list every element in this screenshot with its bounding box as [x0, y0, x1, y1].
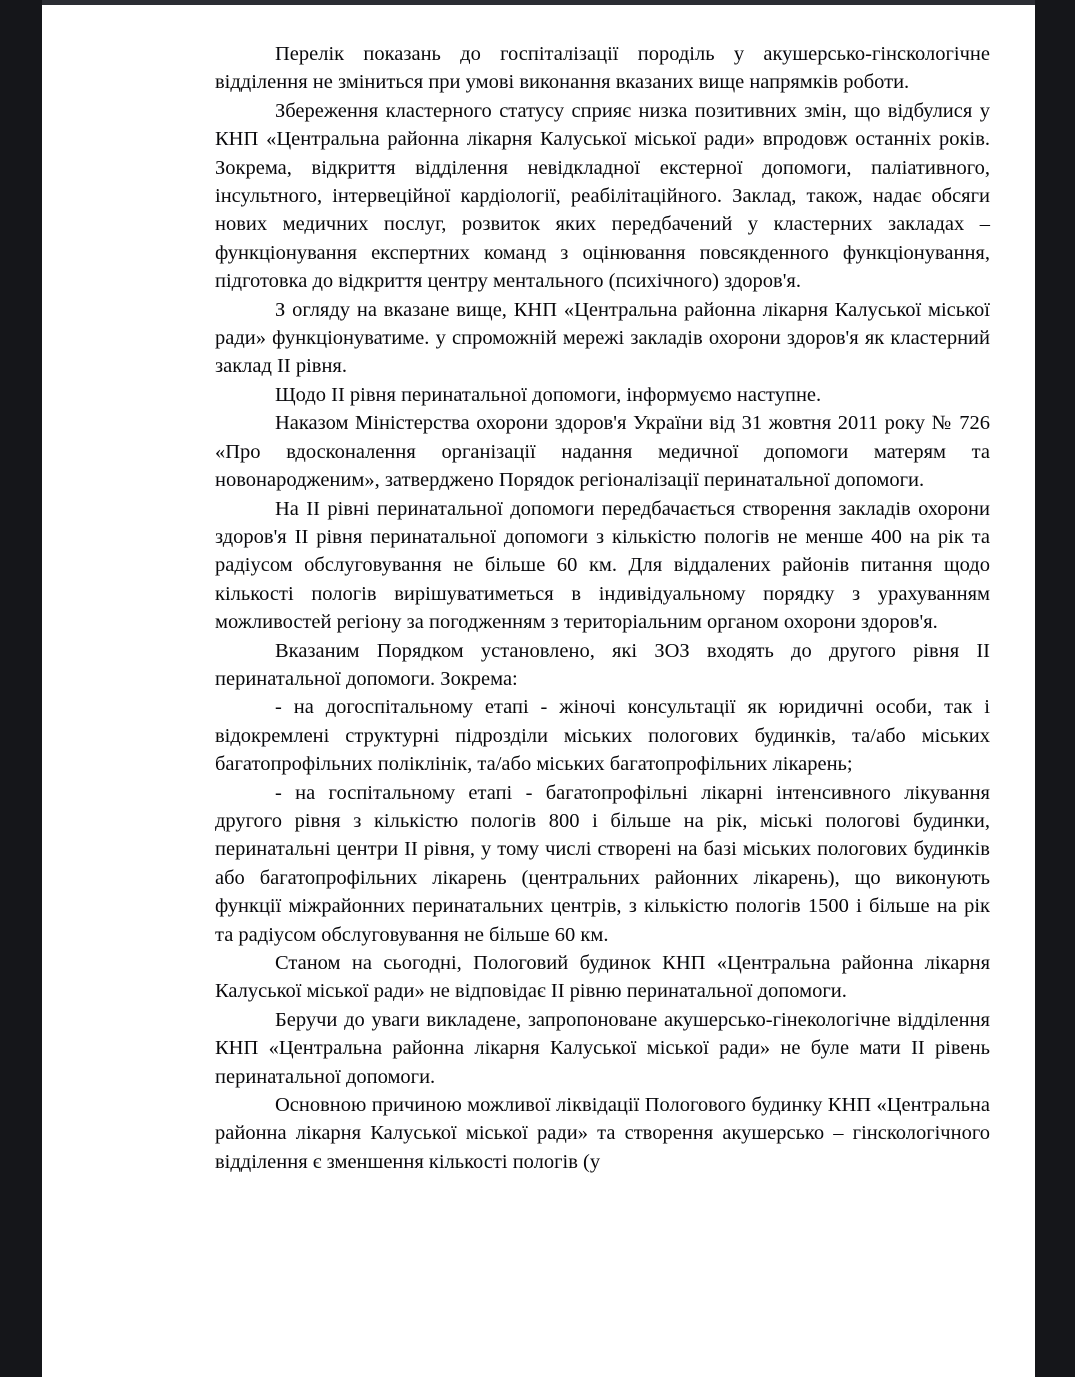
paragraph: Наказом Міністерства охорони здоров'я України від 31 жовтня 2011 року № 726 «Про вдосконалення організації надання медичної допомоги матерям та новонародженим», затверджено Порядок регіоналізації перинатальної допомоги.	[215, 412, 990, 492]
paragraph: З огляду на вказане вище, КНП «Центральна районна лікарня Калуської міської ради» функціонуватиме. у спроможній мережі закладів охорони здоров'я як кластерний заклад ІІ рівня.	[215, 298, 990, 378]
paragraph: Збереження кластерного статусу сприяє низка позитивних змін, що відбулися у КНП «Центральна районна лікарня Калуської міської ради» впродовж останніх років. Зокрема, відкриття відділення невідкладної екстерної допомоги, паліативного, інсультного, інтервеційної кардіології, реабілітаційного. Заклад, також, надає обсяги нових медичних послуг, розвиток яких передбачений у кластерних закладах – функціонування експертних команд з оцінювання повсякденного функціонування, підготовка до відкриття центру ментального (психічного) здоров'я.	[215, 99, 990, 293]
paragraph: Щодо ІІ рівня перинатальної допомоги, інформуємо наступне.	[275, 383, 822, 406]
paragraph: Перелік показань до госпіталізації породіль у акушерсько-гінскологічне відділення не зміниться при умові виконання вказаних вище напрямків роботи.	[215, 43, 990, 94]
list-item: - на госпітальному етапі - багатопрофільні лікарні інтенсивного лікування другого рівня з кількістю пологів 800 і більше на рік, міські пологові будинки, перинатальні центри ІІ рівня, у тому числі створені на базі міських пологових будинків або багатопрофільних лікарень (центральних районних лікарень), що виконують функції міжрайонних перинатальних центрів, з кількістю пологів 1500 і більше на рік та радіусом обслуговування не більше 60 км.	[215, 781, 990, 946]
paragraph: Станом на сьогодні, Пологовий будинок КНП «Центральна районна лікарня Калуської міської ради» не відповідає ІІ рівню перинатальної допомоги.	[215, 952, 990, 1003]
left-edge-band	[0, 0, 42, 1377]
paragraph: Беручи до уваги викладене, запропоноване акушерсько-гінекологічне відділення КНП «Центральна районна лікарня Калуської міської ради» не буле мати ІІ рівень перинатальної допомоги.	[215, 1008, 990, 1088]
paragraph: Вказаним Порядком установлено, які ЗОЗ входять до другого рівня ІІ перинатальної допомоги. Зокрема:	[215, 639, 990, 690]
document-text-body	[215, 40, 990, 1176]
paragraph: Основною причиною можливої ліквідації Пологового будинку КНП «Центральна районна лікарня Калуської міської ради» та створення акушерсько – гінскологічного відділення є зменшення кількості пологів (у	[215, 1094, 990, 1173]
right-edge-band	[1035, 0, 1075, 1377]
page-top-edge-strip	[42, 0, 1035, 5]
list-item: - на догоспітальному етапі - жіночі консультації як юридичні особи, так і відокремлені структурні підрозділи міських пологових будинків, та/або міських багатопрофільних поліклінік, та/або міських багатопрофільних лікарень;	[215, 696, 990, 776]
paragraph: На ІІ рівні перинатальної допомоги передбачається створення закладів охорони здоров'я ІІ рівня перинатальної допомоги з кількістю пологів не менше 400 на рік та радіусом обслуговування не більше 60 км. Для віддалених районів питання щодо кількості пологів вирішуватиметься в індивідуальному порядку з урахуванням можливостей регіону за погодженням з територіальним органом охорони здоров'я.	[215, 497, 990, 634]
page-sheet	[42, 5, 1035, 1377]
